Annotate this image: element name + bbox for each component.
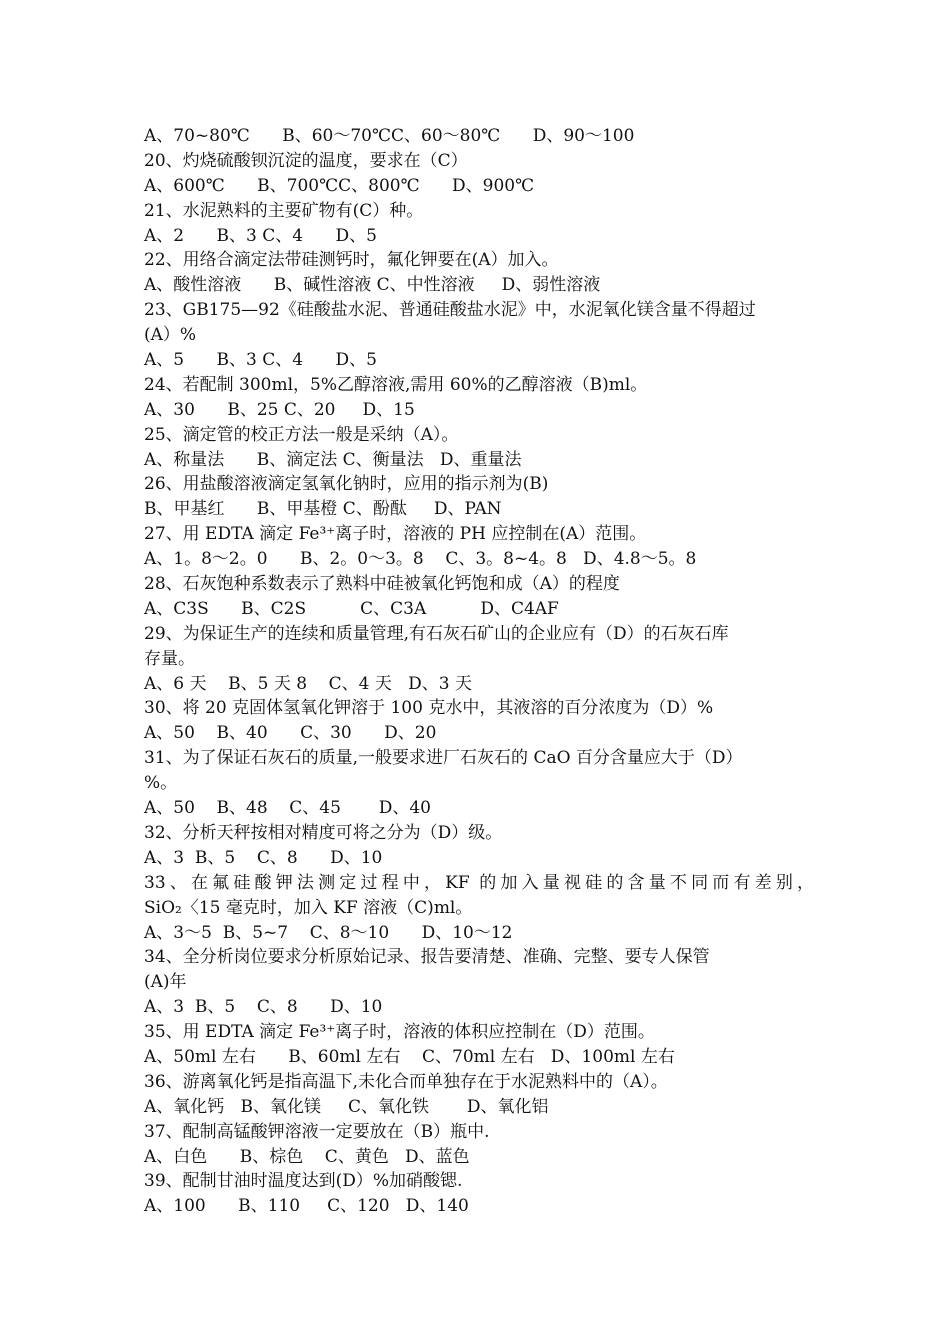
- text-line: 存量。: [144, 648, 195, 669]
- text-line: A、2 B、3 C、4 D、5: [144, 225, 377, 246]
- text-line: 25、滴定管的校正方法一般是采纳（A）。: [144, 424, 459, 445]
- text-line: SiO₂〈15 毫克时，加入 KF 溶液（C)ml。: [144, 897, 473, 918]
- text-line: 23、GB175—92《硅酸盐水泥、普通硅酸盐水泥》中，水泥氧化镁含量不得超过: [144, 300, 756, 321]
- text-line: B、甲基红 B、甲基橙 C、酚酞 D、PAN: [144, 499, 502, 520]
- text-line: 20、灼烧硫酸钡沉淀的温度，要求在（C）: [144, 150, 468, 171]
- text-line: 22、用络合滴定法带硅测钙时，氟化钾要在(A）加入。: [144, 250, 559, 271]
- text-line: 21、水泥熟料的主要矿物有(C）种。: [144, 200, 424, 221]
- document-page: [144, 124, 814, 1219]
- text-line: A、600℃ B、700℃C、800℃ D、900℃: [144, 175, 535, 196]
- text-line: 34、全分析岗位要求分析原始记录、报告要清楚、准确、完整、要专人保管: [144, 947, 710, 968]
- text-line: A、50 B、40 C、30 D、20: [144, 723, 437, 744]
- text-line: A、1。8～2。0 B、2。0～3。8 C、3。8~4。8 D、4.8～5。8: [144, 549, 697, 570]
- text-line: A、100 B、110 C、120 D、140: [144, 1196, 469, 1217]
- text-line: 35、用 EDTA 滴定 Fe³⁺离子时，溶液的体积应控制在（D）范围。: [144, 1022, 655, 1043]
- text-line: A、酸性溶液 B、碱性溶液 C、中性溶液 D、弱性溶液: [144, 275, 601, 296]
- text-line: A、70~80℃ B、60～70℃C、60～80℃ D、90～100: [144, 126, 635, 146]
- text-line: 39、配制甘油时温度达到(D）%加硝酸锶.: [144, 1171, 463, 1192]
- text-line: 27、用 EDTA 滴定 Fe³⁺离子时，溶液的 PH 应控制在(A）范围。: [144, 524, 647, 545]
- text-line: A、6 天 B、5 天 8 C、4 天 D、3 天: [144, 673, 472, 694]
- text-line: 31、为了保证石灰石的质量,一般要求进厂石灰石的 CaO 百分含量应大于（D）: [144, 748, 743, 769]
- text-line: A、氧化钙 B、氧化镁 C、氧化铁 D、氧化铝: [144, 1096, 549, 1117]
- text-line: A、50ml 左右 B、60ml 左右 C、70ml 左右 D、100ml 左右: [144, 1046, 675, 1067]
- text-line: 30、将 20 克固体氢氧化钾溶于 100 克水中，其液溶的百分浓度为（D）%: [144, 698, 714, 719]
- text-line: 37、配制高锰酸钾溶液一定要放在（B）瓶中.: [144, 1121, 490, 1142]
- text-line: A、3～5 B、5~7 C、8～10 D、10～12: [144, 922, 513, 943]
- text-line: A、5 B、3 C、4 D、5: [144, 350, 377, 371]
- text-line: A、3 B、5 C、8 D、10: [144, 997, 383, 1018]
- text-line: A、50 B、48 C、45 D、40: [144, 798, 431, 819]
- text-line: 29、为保证生产的连续和质量管理,有石灰石矿山的企业应有（D）的石灰石库: [144, 623, 729, 644]
- text-line: 28、石灰饱种系数表示了熟料中硅被氧化钙饱和成（A）的程度: [144, 574, 620, 595]
- text-line: (A）%: [144, 325, 197, 346]
- text-line: 26、用盐酸溶液滴定氢氧化钠时，应用的指示剂为(B): [144, 474, 549, 495]
- text-line: A、3 B、5 C、8 D、10: [144, 847, 383, 868]
- text-line: A、30 B、25 C、20 D、15: [144, 399, 415, 420]
- text-line: %。: [144, 773, 178, 794]
- text-line: 32、分析天秤按相对精度可将之分为（D）级。: [144, 822, 503, 843]
- text-line: 33、在氟硅酸钾法测定过程中，KF 的加入量视硅的含量不同而有差别，: [144, 872, 814, 893]
- text-line: 36、游离氧化钙是指高温下,未化合而单独存在于水泥熟料中的（A）。: [144, 1071, 668, 1092]
- text-line: 24、若配制 300ml，5%乙醇溶液,需用 60%的乙醇溶液（B)ml。: [144, 374, 648, 395]
- text-line: A、C3S B、C2S C、C3A D、C4AF: [144, 598, 559, 619]
- text-line: A、称量法 B、滴定法 C、衡量法 D、重量法: [144, 449, 522, 470]
- text-line: (A)年: [144, 972, 187, 993]
- text-line: A、白色 B、棕色 C、黄色 D、蓝色: [144, 1146, 470, 1167]
